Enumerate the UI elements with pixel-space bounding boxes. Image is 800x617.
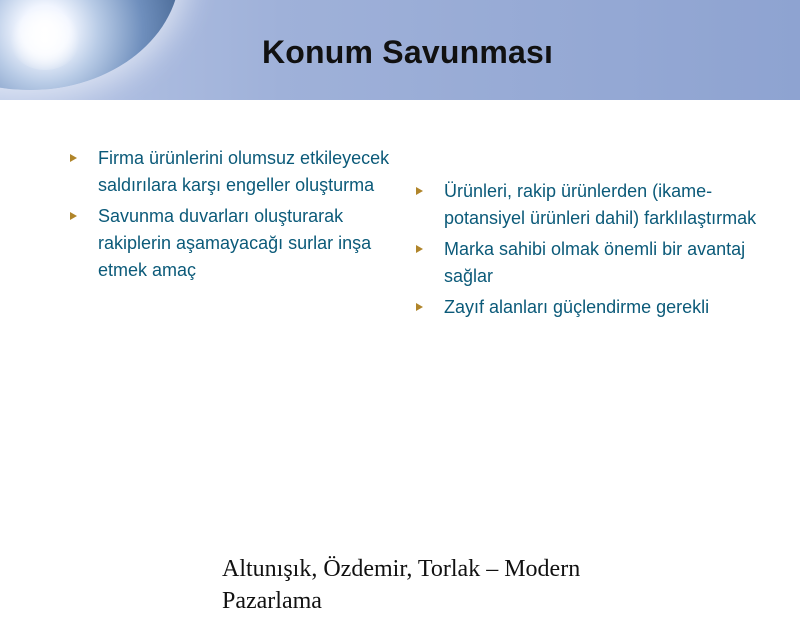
list-item-text: Zayıf alanları güçlendirme gerekli: [444, 297, 710, 317]
right-column: [416, 178, 766, 325]
list-item-text: Ürünleri, rakip ürünlerden (ikame-potansiyel ürünleri dahil) farklılaştırmak: [444, 181, 757, 228]
list-item: [416, 178, 766, 232]
left-column: [70, 145, 400, 288]
list-item-text: Savunma duvarları oluşturarak rakiplerin aşamayacağı surlar inşa etmek amaç: [98, 206, 372, 280]
triangle-bullet-icon: [70, 154, 77, 162]
list-item: [416, 294, 766, 321]
right-bullet-list: [416, 178, 766, 321]
list-item: [416, 236, 766, 290]
slide-title: Konum Savunması: [262, 34, 554, 70]
left-bullet-list: [70, 145, 400, 284]
sun-glow: [10, 10, 80, 70]
triangle-bullet-icon: [70, 212, 77, 220]
triangle-bullet-icon: [416, 303, 423, 311]
list-item: [70, 203, 400, 284]
triangle-bullet-icon: [416, 245, 423, 253]
list-item-text: Firma ürünlerini olumsuz etkileyecek saldırılara karşı engeller oluşturma: [98, 148, 390, 195]
triangle-bullet-icon: [416, 187, 423, 195]
footer-citation: Altunışık, Özdemir, Torlak – Modern Pazarlama: [222, 556, 581, 614]
list-item: [70, 145, 400, 199]
list-item-text: Marka sahibi olmak önemli bir avantaj sağlar: [444, 239, 746, 286]
